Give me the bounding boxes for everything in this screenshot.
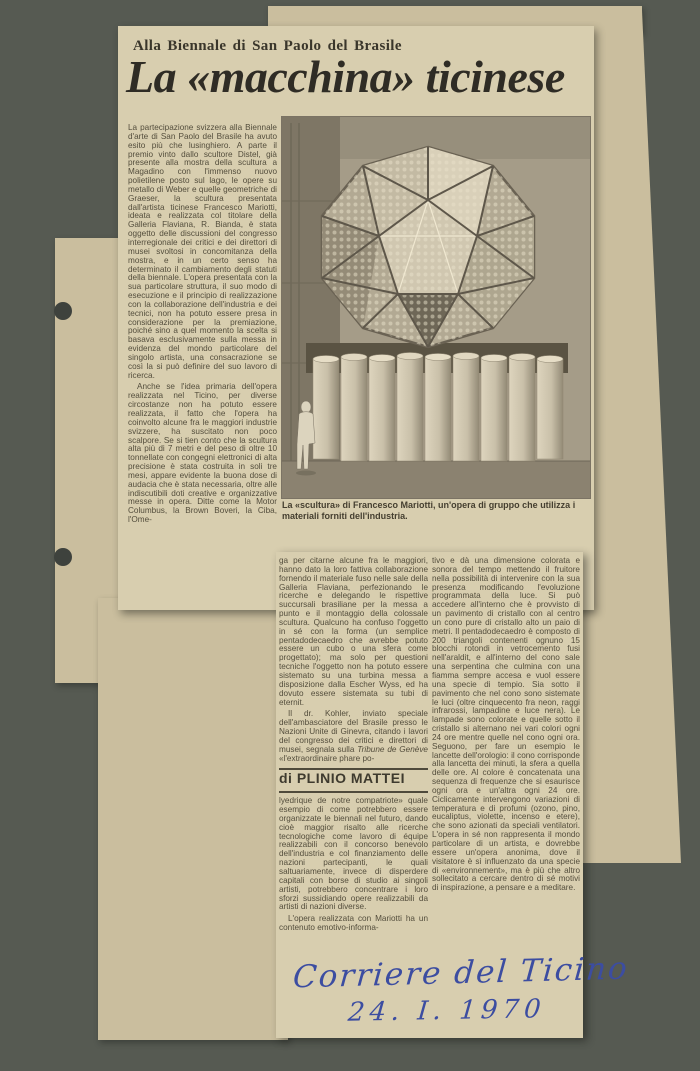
paragraph-text: Il dr. Kohler, inviato speciale dell'ambasciatore del Brasile presso le Nazioni Unite di Ginevra, citando i lavori del congresso dei critici e direttori di musei, segnala sulla bbox=[279, 709, 428, 754]
paragraph bbox=[279, 710, 428, 763]
punch-hole-bottom bbox=[54, 548, 72, 566]
support-tubes bbox=[313, 353, 563, 462]
album-page-bottom-left bbox=[98, 598, 288, 1040]
byline-text: di PLINIO MATTEI bbox=[279, 770, 405, 787]
paragraph-text: «l'extraordinaire phare po- bbox=[279, 753, 375, 763]
album-page-right-strip bbox=[583, 6, 681, 863]
handwritten-source-title: Corriere del Ticino bbox=[291, 950, 631, 996]
paragraph: Anche se l'idea primaria dell'opera realizzata nel Ticino, per diverse circostanze non ha potuto essere realizzata, il fatto che l'opera ha coinvolto alcune fra le maggiori industrie svizzere, ha suscitato non poco scalpore. Se si tien conto che la scultura alta più di 7 metri e del peso di oltre 10 tonnellate con congegni elettronici di alta precisione è stata costruita in soli tre mesi, appare evidente la buona dose di audacia che è stata necessaria, oltre alle indiscutibili doti creative e organizzative messe in opera. Ditte come la Motor Columbus, la Brown Boveri, la Ciba, l'Ome- bbox=[128, 382, 277, 525]
headline: La «macchina» ticinese bbox=[126, 51, 565, 102]
paragraph: La partecipazione svizzera alla Biennale d'arte di San Paolo del Brasile ha avuto esito più che lusinghiero. A parte il premio vinto dallo scultore Distel, già presente alla mostra della scultura a Magadino con l'immenso nuovo polietilene posto sul lago, le opere su metallo di Weber e quelle geometriche di Graeser, la scultura presentata dall'artista ticinese Francesco Mariotti, ideata e realizzata col titolare della Galleria Flaviana, R. Bianda, è stata oggetto delle discussioni del congresso interregionale dei critici e dei direttori di musei svoltosi in concomitanza della mostra, e in un certo senso ha determinato il cambiamento degli statuti della biennale. L'opera presentata con la sua particolare struttura, il suo modo di esecuzione e il principio di realizzazione con la collaborazione dell'industria e dei tecnici, non ha potuto essere presa in considerazione per la premiazione, poiché sino a quel momento la scelta si basava esclusivamente sulla messa in evidenza del mondo particolare del singolo artista, una consacrazione se così la si può definire del suo lavoro di ricerca. bbox=[128, 124, 277, 380]
sculpture-photo bbox=[281, 116, 591, 499]
article-column-2 bbox=[279, 557, 428, 939]
byline bbox=[279, 768, 428, 793]
photo-caption: La «scultura» di Francesco Mariotti, un'opera di gruppo che utilizza i materiali forniti dell'industria. bbox=[282, 500, 576, 521]
publication-name: Tribune de Genève bbox=[357, 744, 428, 754]
dome-structure bbox=[322, 147, 534, 347]
kicker: Alla Biennale di San Paolo del Brasile bbox=[133, 38, 402, 54]
paragraph: L'opera realizzata con Mariotti ha un contenuto emotivo-informa- bbox=[279, 914, 428, 933]
paragraph: tivo e dà una dimensione colorata e sonora del tempo mettendo il fruitore nella possibilità di intervenire con la sua presenza modificando l'evoluzione programmata della luce. Si può accedere all'interno che è provvisto di un pavimento di cristallo con al centro un cono pure di cristallo alto un paio di metri. Il pentadodecaedro è composto di 200 triangoli contenenti ognuno 15 blocchi rotondi in vetrocemento fusi nell'araldit, e all'interno del cono sale una serpentina che culmina con una fiamma sempre accesa e vuol essere una specie di tempio. Sia sotto il pavimento che nel cono sono sistemate le luci (oltre cinquecento fra neon, raggi infrarossi, lampadine e luce nera). Le lampade sono colorate e quelle sotto il cristallo si alternano nei vari colori ogni 24 ore mentre quelle nel cono ogni ora. Seguono, per fare un esempio le lancette dell'orologio: il cono corrisponde alla lancetta dei minuti, la sfera a quella delle ore. Al colore è concatenata una sequenza di frequenze che si esaurisce ogni ora e un'altra ogni 24 ore. Ciclicamente intervengono variazioni di temperatura e di profumi (ozono, pino, eucaliptus, violette, incenso e etere), che sono azionati da speciali ventilatori. L'opera in sé non rappresenta il mondo particolare di un artista, e dovrebbe essere un'opera anonima, dove il visitatore è sì influenzato da una specie di «environnement», ma è più che altro sollecitato a cercare dentro di sé motivi di inspirazione, a pensare e a meditare. bbox=[432, 557, 580, 893]
paragraph: ga per citarne alcune fra le maggiori, hanno dato la loro fattiva collaborazione fornendo il materiale fuso nelle sale della Galleria Flaviana, perfezionando le ricerche e delegando le rispettive succursali brasiliane per la messa a punto e il montaggio della colossale scultura. Qualcuno ha confuso l'oggetto in sé con la forma (un semplice pentadodecaedro che avrebbe potuto essere un cubo o una sfera come progettato); ma solo per questioni tecniche l'oggetto non ha potuto essere sistemato su una turbina messa a disposizione dalla Escher Wyss, ed ha dovuto essere sistemata su tubi di eternit. bbox=[279, 557, 428, 707]
handwritten-date: 24. I. 1970 bbox=[346, 994, 547, 1028]
punch-hole-top bbox=[54, 302, 72, 320]
article-column-1 bbox=[128, 124, 277, 610]
paragraph: lyedrique de notre compatriote» quale esempio di come potrebbero essere organizzate le biennali nel futuro, dando cioè maggior risalto alle ricerche tecnologiche come lavoro di équipe realizzabili con il concorso benevolo dell'industria e col finanziamento delle nazioni partecipanti, le quali saltuariamente, invece di disperdere capitali con borse di studio ai singoli artisti, potrebbero concentrare i loro sforzi sussidiando opere realizzabili da artisti di nazioni diverse. bbox=[279, 796, 428, 912]
article-column-3 bbox=[432, 557, 580, 961]
